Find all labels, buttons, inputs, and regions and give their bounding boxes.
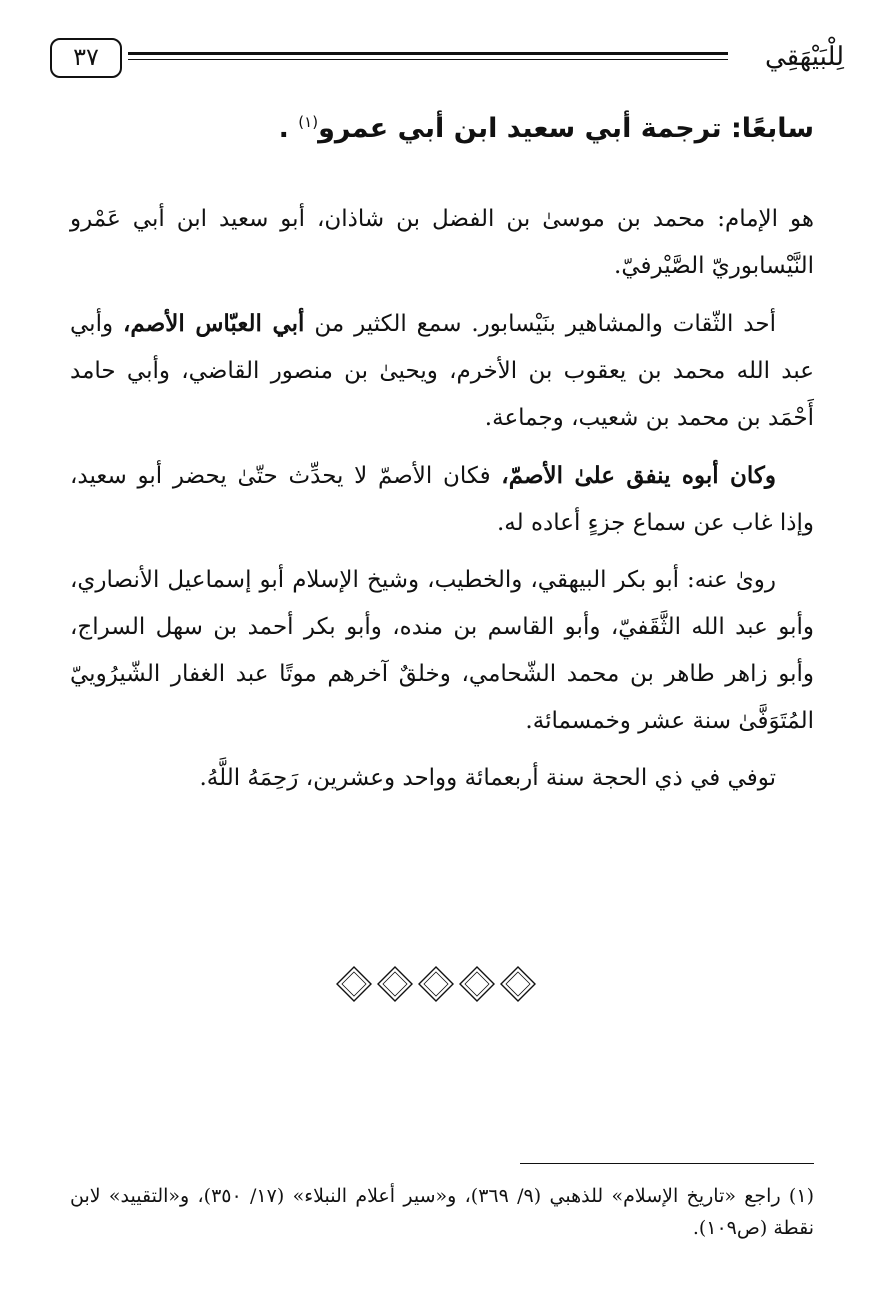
diamond-ornament-icon: [459, 966, 495, 1002]
paragraph-death: توفي في ذي الحجة سنة أربعمائة وواحد وعشرين، رَحِمَهُ اللَّهُ.: [199, 765, 776, 791]
paragraph-teachers-start: أحد الثّقات والمشاهير بنَيْسابور. سمع الكثير من: [304, 311, 776, 337]
paragraph-teachers-end: وأبي عبد الله محمد بن يعقوب بن الأخرم، ويحيىٰ بن منصور القاضي، وأبي حامد أَحْمَد بن محمد بن شعيب، وجماعة.: [70, 311, 814, 431]
header-rule: [128, 52, 728, 60]
body-text: [70, 196, 814, 812]
paragraph-narrators: رویٰ عنه: أبو بكر البيهقي، والخطيب، وشيخ الإسلام أبو إسماعيل الأنصاري، وأبو عبد الله الثَّقَفيّ، وأبو القاسم بن منده، وأبو بكر أحمد بن سهل السراج، وأبو زاهر طاهر بن محمد الشّحامي، وخلقٌ آخرهم موتًا عبد الغفار الشّيرُوييّ المُتَوَفَّىٰ سنة عشر وخمسمائة.: [70, 567, 814, 734]
section-title-text: سابعًا: ترجمة أبي سعيد ابن أبي عمرو: [318, 113, 814, 144]
running-head: لِلْبَيْهَقِي: [764, 42, 844, 72]
diamond-ornament-icon: [500, 966, 536, 1002]
paragraph-father-end: فكان الأصمّ لا يحدِّث حتّىٰ يحضر أبو سعيد، وإذا غاب عن سماع جزءٍ أعاده له.: [70, 463, 814, 536]
paragraph-father-bold: وكان أبوه ينفق علىٰ الأصمّ،: [501, 462, 776, 489]
section-title: [78, 100, 814, 151]
paragraph-biography-name: هو الإمام: محمد بن موسىٰ بن الفضل بن شاذان، أبو سعيد ابن أبي عَمْرو النَّيْسابوريّ الصَّيْرفيّ.: [70, 206, 814, 279]
paragraph-teachers: [70, 300, 814, 442]
ornament-divider: [336, 966, 536, 1006]
paragraph-teachers-bold: أبي العبّاس الأصم،: [122, 310, 305, 337]
footnote: (١) راجع «تاريخ الإسلام» للذهبي (٩/ ٣٦٩)، و«سير أعلام النبلاء» (١٧/ ٣٥٠)، و«التقييد» لابن نقطة (ص١٠٩).: [70, 1185, 814, 1239]
diamond-ornament-icon: [336, 966, 372, 1002]
section-title-period: .: [278, 113, 289, 144]
diamond-ornament-icon: [418, 966, 454, 1002]
footnote-rule: [520, 1163, 814, 1164]
page-header: [50, 34, 844, 94]
page-number: ٣٧: [50, 38, 122, 78]
footnote-marker: (١): [298, 113, 319, 131]
diamond-ornament-icon: [377, 966, 413, 1002]
paragraph-father: [70, 452, 814, 547]
